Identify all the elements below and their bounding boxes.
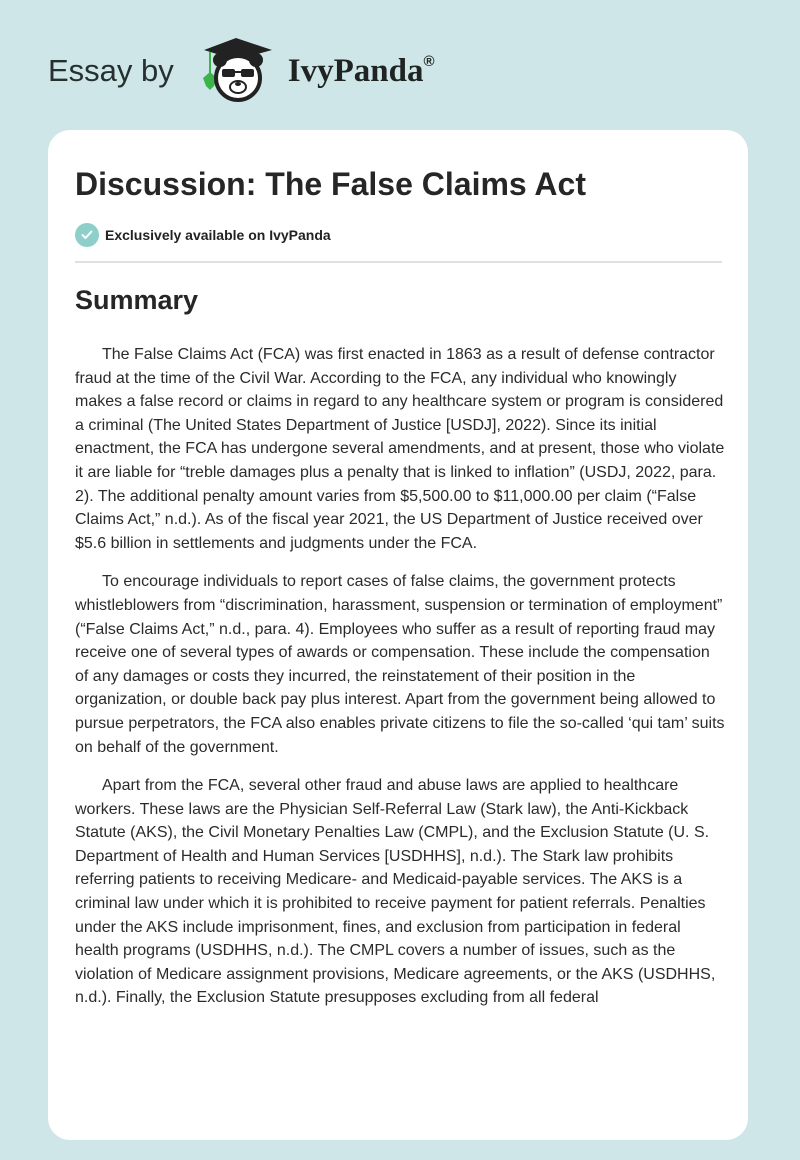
brand-name-text: IvyPanda xyxy=(287,52,424,89)
registered-mark: ® xyxy=(423,52,435,70)
brand-header xyxy=(48,36,435,106)
brand-prefix: Essay by xyxy=(48,53,174,88)
paragraph: To encourage individuals to report cases of false claims, the government protects whistleblowers from “discrimination, harassment, suspension or termination of employment” (“False Claims Act,” n.d., para. 4). Employees who suffer as a result of reporting fraud may receive one of several types of awards or compensation. These include the compensation of any damages or costs they incurred, the reinstatement of their position in the organization, or double back pay plus interest. Apart from the government being allowed to pursue perpetrators, the FCA also enables private citizens to file the so-called ‘qui tam’ suits on behalf of the government. xyxy=(75,573,725,756)
section-heading: Summary xyxy=(75,285,199,315)
check-circle-icon xyxy=(75,223,99,247)
divider xyxy=(75,261,722,263)
badge-text: Exclusively available on IvyPanda xyxy=(105,227,331,243)
essay-body xyxy=(75,343,727,1025)
panda-logo-icon[interactable] xyxy=(194,36,280,106)
page-title: Discussion: The False Claims Act xyxy=(75,166,586,202)
paragraph: Apart from the FCA, several other fraud and abuse laws are applied to healthcare workers. These laws are the Physician Self-Referral Law (Stark law), the Anti-Kickback Statute (AKS), the Civil Monetary Penalties Law (CMPL), and the Exclusion Statute (U. S. Department of Health and Human Services [USDHHS], n.d.). The Stark law prohibits referring patients to receiving Medicare- and Medicaid-payable services. The AKS is a criminal law under which it is prohibited to receive payment for patient referrals. Penalties under the AKS include imprisonment, fines, and exclusion from participation in federal health programs (USDHHS, n.d.). The CMPL covers a number of issues, such as the violation of Medicare assignment provisions, Medicare agreements, or the AKS (USDHHS, n.d.). Finally, the Exclusion Statute presupposes excluding from all federal xyxy=(75,777,716,1007)
brand-name[interactable] xyxy=(288,53,435,90)
essay-card xyxy=(48,130,748,1140)
paragraph: The False Claims Act (FCA) was first enacted in 1863 as a result of defense contractor fraud at the time of the Civil War. According to the FCA, any individual who knowingly makes a false record or claims in regard to any healthcare system or program is considered a criminal (The United States Department of Justice [USDJ], 2022). Since its initial enactment, the FCA has undergone several amendments, and at present, those who violate it are liable for “treble damages plus a penalty that is linked to inflation” (USDJ, 2022, para. 2). The additional penalty amount varies from $5,500.00 to $11,000.00 per claim (“False Claims Act,” n.d.). As of the fiscal year 2021, the US Department of Justice received over $5.6 billion in settlements and judgments under the FCA. xyxy=(75,346,725,552)
exclusive-badge xyxy=(75,223,331,247)
